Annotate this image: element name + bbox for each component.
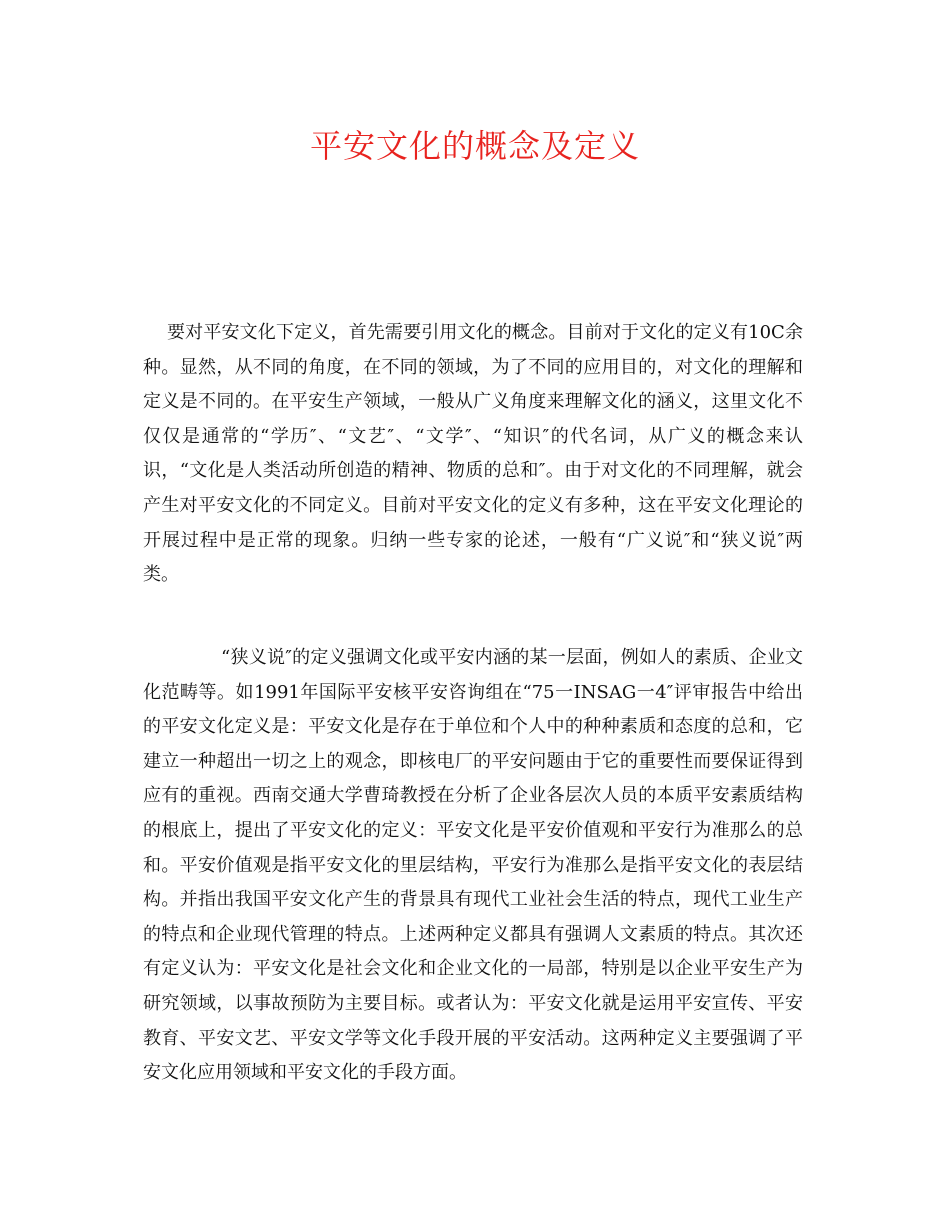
paragraph-narrow-definition: “狭义说″的定义强调文化或平安内涵的某一层面，例如人的素质、企业文化范畴等。如1991年国际平安核平安咨询组在“75一INSAG一4″评审报告中给出的平安文化定义是：平安文化是存在于单位和个人中的种种素质和态度的总和，它建立一种超出一切之上的观念，即核电厂的平安问题由于它的重要性而要保证得到应有的重视。西南交通大学曹琦教授在分析了企业各层次人员的本质平安素质结构的根底上，提出了平安文化的定义：平安文化是平安价值观和平安行为准那么的总和。平安价值观是指平安文化的里层结构，平安行为准那么是指平安文化的表层结构。并指出我国平安文化产生的背景具有现代工业社会生活的特点，现代工业生产的特点和企业现代管理的特点。上述两种定义都具有强调人文素质的特点。其次还有定义认为：平安文化是社会文化和企业文化的一局部，特别是以企业平安生产为研究领域，以事故预防为主要目标。或者认为：平安文化就是运用平安宣传、平安教育、平安文艺、平安文学等文化手段开展的平安活动。这两种定义主要强调了平安文化应用领域和平安文化的手段方面。	[143, 647, 803, 1084]
paragraph-definition-intro: 要对平安文化下定义，首先需要引用文化的概念。目前对于文化的定义有10C余种。显然，从不同的角度，在不同的领域，为了不同的应用目的，对文化的理解和定义是不同的。在平安生产领域，一般从广义角度来理解文化的涵义，这里文化不仅仅是通常的“学历″、“文艺″、“文学″、“知识″的代名词，从广义的概念来认识，“文化是人类活动所创造的精神、物质的总和″。由于对文化的不同理解，就会产生对平安文化的不同定义。目前对平安文化的定义有多种，这在平安文化理论的开展过程中是正常的现象。归纳一些专家的论述，一般有“广义说″和“狭义说″两类。	[143, 322, 803, 586]
document-title: 平安文化的概念及定义	[309, 127, 640, 165]
